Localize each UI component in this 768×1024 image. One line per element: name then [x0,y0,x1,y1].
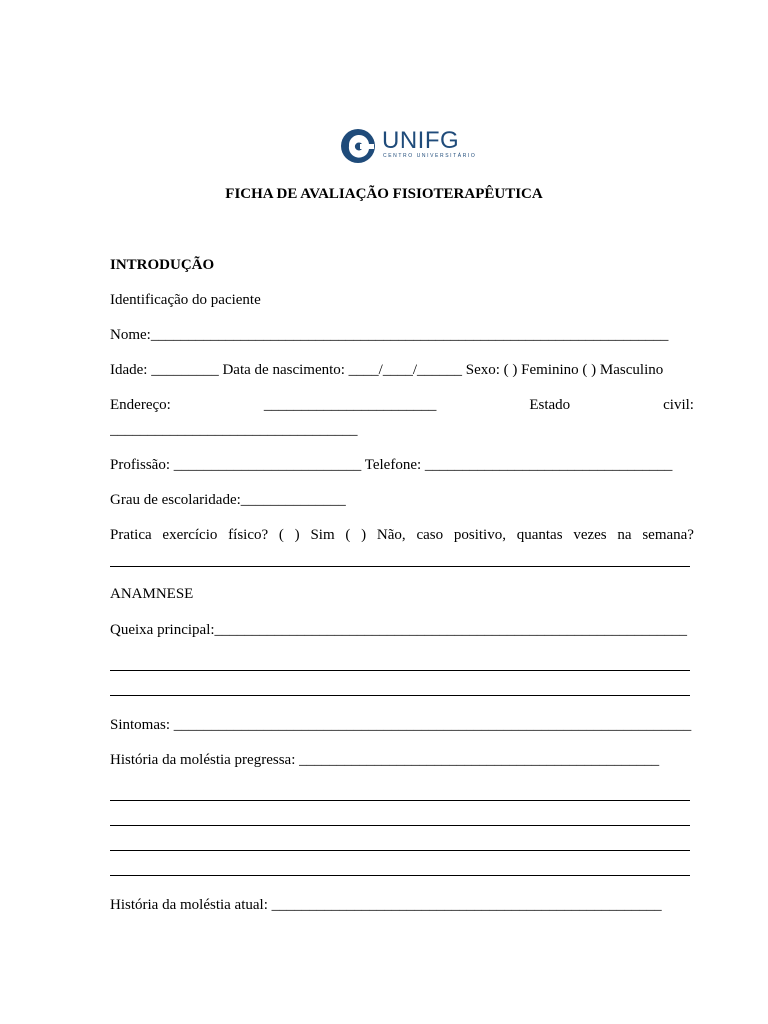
exercicio-word: positivo, [453,527,506,543]
exercicio-word: vezes [573,527,607,543]
answer-line [110,695,690,696]
estado-civil-blank: _________________________________ [110,422,358,438]
section-introducao: INTRODUÇÃO [110,257,215,273]
answer-line [110,850,690,851]
sintomas-field: Sintomas: _____________________________________________________________________ [110,717,692,733]
answer-line [110,875,690,876]
exercicio-word: físico? [228,527,269,543]
unifg-logo [340,127,477,165]
logo-tagline: CENTRO UNIVERSITÁRIO [383,153,477,159]
exercicio-word: ( [278,527,284,543]
civil-label: civil: [663,397,694,413]
hmp-field: História da moléstia pregressa: ________________________________________________ [110,752,660,768]
answer-line [110,825,690,826]
answer-line [110,566,690,567]
exercicio-question [110,526,694,544]
unifg-emblem-icon [340,127,378,165]
answer-line [110,670,690,671]
exercicio-word: na [617,527,632,543]
endereco-estado-civil-line [110,396,694,414]
estado-label: Estado [529,397,571,413]
exercicio-word: ) [294,527,300,543]
hma-field: História da moléstia atual: ____________________________________________________ [110,897,662,913]
endereco-blank: _______________________ [263,397,437,413]
identificacao-label: Identificação do paciente [110,292,261,308]
exercicio-word: Sim [310,527,335,543]
logo-wordmark: UNIFG [382,127,460,154]
idade-nascimento-sexo-line: Idade: _________ Data de nascimento: ____/____/______ Sexo: ( ) Feminino ( ) Masculino [110,362,664,378]
endereco-label: Endereço: [110,397,171,413]
exercicio-word: exercício [162,527,218,543]
profissao-telefone-line: Profissão: _________________________ Telefone: _________________________________ [110,457,673,473]
queixa-principal-field: Queixa principal:_______________________________________________________________ [110,622,688,638]
exercicio-word: Pratica [110,527,152,543]
exercicio-word: semana? [642,527,694,543]
exercicio-word: ( [345,527,351,543]
form-title: FICHA DE AVALIAÇÃO FISIOTERAPÊUTICA [225,186,543,202]
exercicio-word: Não, [376,527,406,543]
exercicio-word: quantas [516,527,563,543]
exercicio-word: caso [416,527,444,543]
nome-field: Nome:_____________________________________________________________________ [110,327,669,343]
escolaridade-field: Grau de escolaridade:______________ [110,492,346,508]
exercicio-word: ) [361,527,367,543]
section-anamnese: ANAMNESE [110,586,194,602]
answer-line [110,800,690,801]
